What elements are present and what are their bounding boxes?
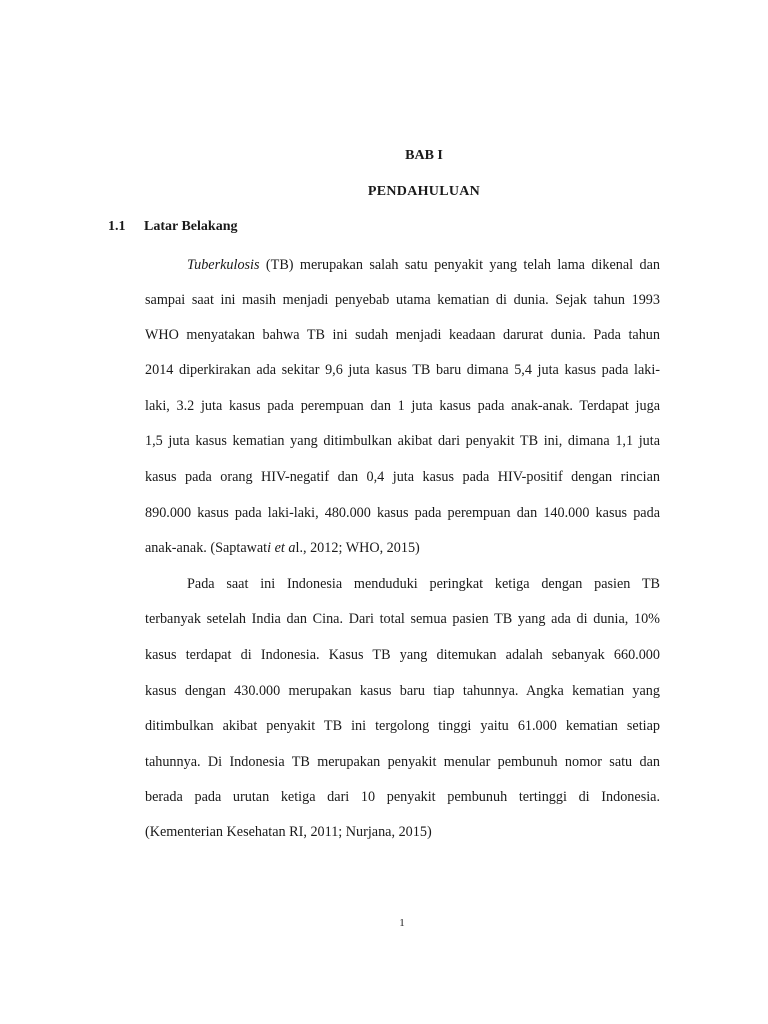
- paragraph1-line: anak-anak. (Saptawati et al., 2012; WHO, 2015): [145, 540, 420, 556]
- paragraph2-line: kasus dengan 430.000 merupakan kasus baru tiap tahunnya. Angka kematian yang: [145, 683, 660, 699]
- paragraph1-line: sampai saat ini masih menjadi penyebab utama kematian di dunia. Sejak tahun 1993: [145, 292, 660, 308]
- paragraph2-line: (Kementerian Kesehatan RI, 2011; Nurjana, 2015): [145, 824, 432, 840]
- chapter-number: BAB I: [405, 148, 443, 163]
- chapter-title: PENDAHULUAN: [367, 184, 481, 199]
- paragraph2-line: tahunnya. Di Indonesia TB merupakan penyakit menular pembunuh nomor satu dan: [145, 754, 660, 770]
- italic-term: Tuberkulosis: [187, 257, 260, 273]
- paragraph1-line: kasus pada orang HIV-negatif dan 0,4 juta kasus pada HIV-positif dengan rincian: [145, 469, 660, 485]
- paragraph1-line: 1,5 juta kasus kematian yang ditimbulkan akibat dari penyakit TB ini, dimana 1,1 juta: [145, 433, 660, 449]
- paragraph1-line: WHO menyatakan bahwa TB ini sudah menjadi keadaan darurat dunia. Pada tahun: [145, 327, 660, 343]
- paragraph1-line: 890.000 kasus pada laki-laki, 480.000 kasus pada perempuan dan 140.000 kasus pada: [145, 505, 660, 521]
- paragraph2-line: Pada saat ini Indonesia menduduki peringkat ketiga dengan pasien TB: [187, 576, 660, 592]
- paragraph2-line: ditimbulkan akibat penyakit TB ini tergolong tinggi yaitu 61.000 kematian setiap: [145, 718, 660, 734]
- section-title: Latar Belakang: [144, 219, 238, 234]
- section-number: 1.1: [108, 219, 126, 234]
- paragraph1-line: Tuberkulosis (TB) merupakan salah satu penyakit yang telah lama dikenal dan: [187, 257, 660, 273]
- paragraph2-line: terbanyak setelah India dan Cina. Dari total semua pasien TB yang ada di dunia, 10%: [145, 611, 660, 627]
- italic-citation: i et a: [267, 540, 296, 556]
- section-heading: [108, 219, 237, 235]
- paragraph2-line: kasus terdapat di Indonesia. Kasus TB yang ditemukan adalah sebanyak 660.000: [145, 647, 660, 663]
- page-number: 1: [399, 917, 405, 929]
- paragraph2-line: berada pada urutan ketiga dari 10 penyakit pembunuh tertinggi di Indonesia.: [145, 789, 660, 805]
- paragraph1-line: laki, 3.2 juta kasus pada perempuan dan 1 juta kasus pada anak-anak. Terdapat juga: [145, 398, 660, 414]
- paragraph1-line: 2014 diperkirakan ada sekitar 9,6 juta kasus TB baru dimana 5,4 juta kasus pada laki-: [145, 362, 660, 378]
